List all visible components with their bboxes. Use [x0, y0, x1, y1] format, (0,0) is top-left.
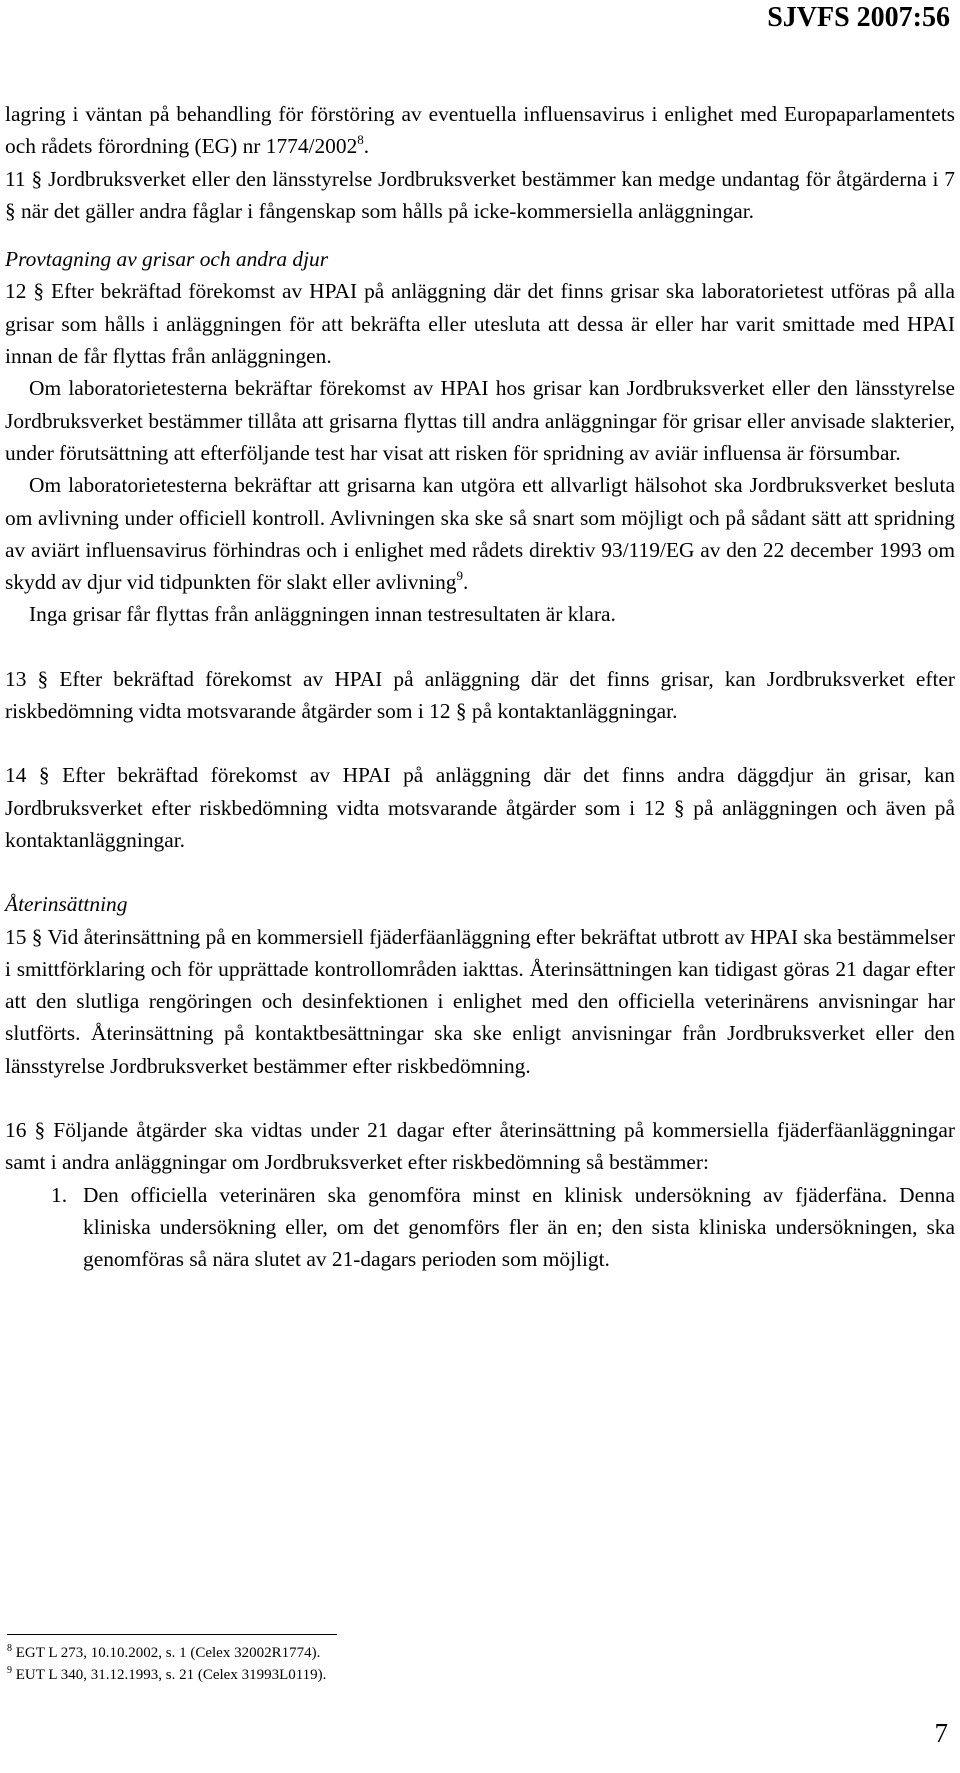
footnote-number: 9 — [7, 1665, 12, 1676]
footnote-divider — [7, 1634, 337, 1635]
section-13: 13 § Efter bekräftad förekomst av HPAI på anläggning där det finns grisar, kan Jordbruksverket efter riskbedömning vidta motsvarande åtgärder som i 12 § på kontaktanläggningar. — [5, 666, 955, 724]
footnotes — [7, 1642, 326, 1686]
list-item-number: 1. — [51, 1182, 68, 1207]
section-11: 11 § Jordbruksverket eller den länsstyrelse Jordbruksverket bestämmer kan medge undantag för åtgärderna i 7 § när det gäller andra fåglar i fångenskap som hålls på icke-kommersiella anläggningar. — [5, 166, 955, 223]
section-12: 12 § Efter bekräftad förekomst av HPAI på anläggning där det finns grisar ska laboratorietest utföras på alla grisar som hålls i anläggningen för att bekräfta eller utesluta att dessa är eller har varit smittade med HPAI innan de får flyttas från anläggningen. — [5, 279, 955, 369]
document-id: SJVFS 2007:56 — [767, 2, 950, 33]
paragraph-continuation — [5, 98, 955, 163]
section-15: 15 § Vid återinsättning på en kommersiell fjäderfäanläggning efter bekräftat utbrott av HPAI ska bestämmelser i smittförklaring och för upprättade kontrollområden iakttas. Återinsättningen kan tidigast göras 21 dagar efter att den slutliga rengöringen och desinfektionen i enlighet med den officiella veterinärens anvisningar har slutförts. Återinsättning på kontaktbesättningar ska ske enligt anvisningar från Jordbruksverket eller den länsstyrelse Jordbruksverket bestämmer efter riskbedömning. — [5, 924, 955, 1078]
footnote-ref[interactable]: 9 — [456, 568, 464, 584]
measures-list — [5, 1179, 955, 1276]
document-body — [5, 98, 955, 1276]
section-12-paragraph-2: Om laboratorietesterna bekräftar förekomst av HPAI hos grisar kan Jordbruksverket eller den länsstyrelse Jordbruksverket bestämmer tillåta att grisarna flyttas till andra anläggningar för grisar eller anvisade slakterier, under förutsättning att efterföljande test har visat att risken för spridning av aviär influensa är försumbar. — [5, 376, 955, 465]
footnote-number: 8 — [7, 1643, 12, 1654]
section-12-paragraph-4: Inga grisar får flyttas från anläggningen innan testresultaten är klara. — [29, 602, 616, 627]
paragraph-text: lagring i väntan på behandling för förstöring av eventuella influensavirus i enlighet med Europaparlamentets och rådets förordning (EG) nr 1774/2002 — [5, 102, 955, 159]
paragraph-end: . — [463, 570, 469, 595]
section-heading-restock: Återinsättning — [5, 892, 128, 917]
paragraph-text: Om laboratorietesterna bekräftar att grisarna kan utgöra ett allvarligt hälsohot ska Jordbruksverket besluta om avlivning under officiell kontroll. Avlivningen ska ske så snart som möjligt och på sådant sätt att spridning av aviärt influensavirus förhindras och i enlighet med rådets direktiv 93/119/EG av den 22 december 1993 om skydd av djur vid tidpunkten för slakt eller avlivning — [5, 473, 955, 595]
page-number: 7 — [934, 1718, 948, 1748]
section-16: 16 § Följande åtgärder ska vidtas under 21 dagar efter återinsättning på kommersiella fjäderfäanläggningar samt i andra anläggningar om Jordbruksverket efter riskbedömning så bestämmer: — [5, 1118, 955, 1175]
footnote-text: EGT L 273, 10.10.2002, s. 1 (Celex 32002R1774). — [15, 1645, 321, 1661]
footnote-ref[interactable]: 8 — [357, 132, 364, 148]
list-item: Den officiella veterinären ska genomföra minst en klinisk undersökning av fjäderfäna. Denna kliniska undersökning eller, om det genomförs fler än en; den sista kliniska undersökningen, ska genomföras så nära slutet av 21-dagars perioden som möjligt. — [83, 1182, 955, 1272]
footnote-8 — [7, 1642, 326, 1664]
footnote-9 — [7, 1664, 326, 1686]
footnote-text: EUT L 340, 31.12.1993, s. 21 (Celex 31993L0119). — [15, 1667, 327, 1683]
section-14: 14 § Efter bekräftad förekomst av HPAI på anläggning där det finns andra däggdjur än grisar, kan Jordbruksverket efter riskbedömning vidta motsvarande åtgärder som i 12 § på anläggningen och även på kontaktanläggningar. — [5, 763, 955, 852]
section-12-paragraph-3 — [5, 469, 955, 598]
section-heading-pigs: Provtagning av grisar och andra djur — [5, 247, 329, 272]
paragraph-end: . — [363, 134, 370, 159]
